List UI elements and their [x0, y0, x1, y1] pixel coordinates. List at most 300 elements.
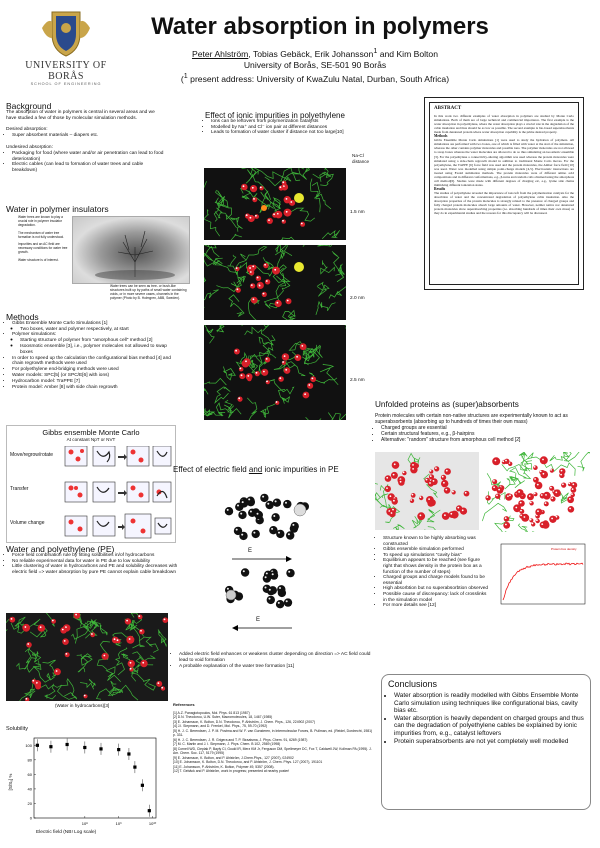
hydrogen-atom: [429, 482, 431, 484]
hydrogen-atom: [568, 483, 570, 485]
field-list: [173, 652, 373, 669]
water-molecule: [303, 392, 310, 399]
hydrogen-atom: [560, 474, 562, 476]
water-molecule: [441, 480, 448, 487]
y-tick-label: 100: [25, 742, 32, 748]
author-line: [150, 46, 480, 60]
references-heading: References: [173, 702, 195, 707]
water-molecule: [239, 532, 247, 540]
university-logo: [6, 8, 126, 86]
reference-item: [10] E. Johansson, K. Bolton, D.N. Theodorou, and P. Ahlström, J. Chem. Phys. 127 (2007), 191101: [173, 760, 323, 764]
protein-render-2: [482, 452, 590, 532]
water-molecule: [225, 507, 233, 515]
hydrogen-atom: [282, 181, 284, 183]
abstract-results-heading: Results: [434, 186, 446, 191]
hydrogen-atom: [400, 481, 402, 483]
hydrogen-atom: [412, 494, 414, 496]
polymer-chain: [312, 182, 331, 209]
ionic-list: [205, 119, 405, 136]
protein-render-1: [375, 452, 479, 530]
hydrogen-atom: [550, 469, 552, 471]
chart-xlabel: Electric field (NB! Log scale): [36, 830, 97, 835]
conclusions-list: [388, 692, 584, 745]
hydrogen-atom: [284, 355, 286, 357]
hydrogen-atom: [253, 198, 255, 200]
method-text: Polymer simulations:: [12, 332, 57, 338]
water-molecule: [272, 267, 280, 275]
reference-item: [12] T. Gebäck and P. Ahlström, work in progress; presented at nearby poster!: [173, 769, 290, 773]
hydrogen-atom: [435, 467, 437, 469]
hydrogen-atom: [410, 499, 412, 501]
insulator-notes: [18, 216, 68, 263]
affiliation: University of Borås, SE-501 90 Borås: [243, 59, 387, 70]
water-molecule: [249, 270, 254, 275]
list-item: • Electric cables (can lead to formation of water trees and cable breakdown): [12, 162, 166, 174]
field-notes: [173, 652, 373, 669]
water-molecule: [284, 598, 292, 606]
water-molecule: [549, 486, 554, 491]
reference-item: [5] H. J. C. Berendsen, J. P. M. Postma and W. F. van Gunsteren, in Intermolecular Forces, B. Pullman, ed. (Reidel, Dordrecht, 1981) p. 331.: [173, 728, 373, 737]
list-item: • High absorbtion but no superabsorbtion observed: [383, 586, 489, 592]
proteins-details-list: [377, 536, 489, 609]
university-name: UNIVERSITY OF BORÅS: [25, 60, 107, 82]
hydrogen-atom: [260, 187, 262, 189]
desired-label: Desired absorption:: [6, 127, 48, 133]
polymer-chain: [427, 509, 440, 522]
hydrogen-atom: [571, 493, 573, 495]
hydrogen-atom: [52, 620, 54, 622]
polymer-chain: [510, 473, 521, 488]
water-molecule: [550, 496, 555, 501]
footnote: ($^1$ present address: University of KwaZulu Natal, Durban, South Africa): [180, 71, 450, 84]
solubility-plot: [6, 734, 166, 830]
gibbs-section: [6, 425, 176, 543]
hydrogen-atom: [64, 640, 66, 642]
list-item: • Packaging for food (where water and/or air penetration can lead to food deterioration): [12, 151, 166, 163]
field-heading-pre: Effect of electric field: [173, 465, 249, 474]
presenting-author: Peter Ahlström: [191, 48, 249, 59]
hydrogen-atom: [551, 497, 553, 499]
water-molecule: [265, 501, 273, 509]
water-molecule: [260, 494, 268, 502]
solubility-chart: [6, 726, 166, 838]
water-molecule: [391, 472, 398, 479]
y-tick-label: 40: [27, 786, 32, 792]
y-tick-label: 60: [27, 771, 32, 777]
water-molecule: [504, 459, 509, 464]
chart-title: Solubility: [6, 726, 29, 732]
hydrogen-atom: [84, 695, 86, 697]
hydrogen-atom: [245, 360, 247, 362]
hydrogen-atom: [290, 201, 292, 203]
hydrogen-atom: [555, 492, 557, 494]
hydrogen-atom: [238, 397, 240, 399]
water-molecule: [307, 383, 313, 389]
data-point: [99, 747, 102, 750]
hydrogen-atom: [493, 480, 495, 482]
hydrogen-atom: [56, 670, 58, 672]
field-heading-and: and: [248, 465, 263, 474]
water-tree-icon: [73, 217, 189, 283]
hydrogen-atom: [288, 571, 290, 573]
hydrogen-atom: [403, 471, 405, 473]
water-molecule: [263, 263, 268, 268]
hydrogen-atom: [253, 298, 255, 300]
hydrogen-atom: [257, 513, 259, 515]
hydrogen-atom: [26, 698, 28, 700]
hydrogen-atom: [390, 495, 392, 497]
hydrogen-atom: [252, 187, 254, 189]
abstract-methods: Gibbs Ensemble Monte Carlo simulations [1] were used to study the hydration of polymers. All simulations are performed with two boxes, one of which is filled with water at the start of the simulation, whereas the other contains polymer molecules and possible ions. The polymer molecules are not allowed to swap boxes whereas the water molecules are allowed to do so thus simulating an isoosmotic ensemble [3]. For the polyethylene a connectivity-altering algorithm was used whereas the protein molecules were simulated using a side-chain regrowth model in addition to traditional Monte Carlo moves. For the polyethylene, the TraPPE [6] force field was used and the protein molecules, the Amber force field [10] was used. Water was modelled using simple point-charge models [4,5]. Electrostatic interactions are treated using Ewald summation methods. The protein molecules were of different amino acid compositions and in different conformations, e.g., β-turns and random coils obtained using the amorphous cell method[6]. Studies were made with different degrees of charging etc, e.g., lysine side chains mimicking different ionization states.: [434, 138, 574, 187]
water-molecule: [272, 212, 277, 217]
water-molecule: [419, 496, 423, 500]
gibbs-diagram: [63, 446, 173, 542]
water-molecule: [434, 466, 439, 471]
hydrogen-atom: [126, 620, 128, 622]
hydrogen-atom: [227, 509, 229, 511]
polymer-chain: [204, 290, 219, 302]
water-molecule: [495, 494, 500, 499]
list-item: • Equilibrium appears to be reached (see figure right that shows density in the protein box as a function of the number of steps): [383, 558, 489, 575]
hydrogen-atom: [278, 532, 280, 534]
hydrogen-atom: [269, 589, 271, 591]
hydrogen-atom: [412, 464, 414, 466]
water-molecule: [246, 373, 253, 380]
water-molecule: [32, 679, 37, 684]
hydrogen-atom: [537, 484, 539, 486]
water-molecule: [275, 300, 282, 307]
water-molecule: [282, 361, 286, 365]
hydrogen-atom: [265, 587, 267, 589]
polymer-chain: [204, 210, 220, 237]
hydrogen-atom: [250, 217, 252, 219]
polymer-chain: [281, 237, 300, 240]
abstract-results: The studies of polyethylene revealed the importance of ions left from the polymerization catalysts for the absorbtion of water and the concentrated degradation of polyethylene cable insulation. Also the absorption properties of the protein molecules is strongly related to the presence of charged groups and fully charged protein molecules absorb large amounts of water. However, neither native nor denatured protein molecules show superabsorbing properties (i.e. absorbing hundreds of times their own mass) as they do in experimental studies and the reasons for this discrepancy will be discussed.: [434, 190, 574, 216]
school-name: SCHOOL OF ENGINEERING: [30, 82, 102, 86]
mc-row-label: Move/regrow/rotate: [10, 452, 54, 458]
hydrogen-atom: [274, 269, 276, 271]
water-molecule: [516, 489, 523, 496]
polymer-chain: [204, 278, 206, 308]
list-item: • Water absorption is heavily dependent on charged groups and thus can the degradation of polyethylene cables be explained by ionic impurities from, e.g., catalyst leftovers: [394, 715, 584, 738]
water-molecule: [568, 506, 575, 513]
water-molecule: [492, 479, 497, 484]
density-chart: [493, 540, 589, 612]
water-molecule: [410, 499, 414, 503]
list-item: • Super absorbent materials – diapers etc.: [12, 133, 166, 139]
hydrogen-atom: [529, 495, 531, 497]
polymer-chain: [251, 168, 291, 181]
hydrogen-atom: [515, 507, 517, 509]
polymer-chain: [246, 168, 258, 183]
polymer-chain: [223, 367, 235, 380]
water-molecule: [241, 568, 249, 576]
hydrogen-atom: [25, 626, 27, 628]
water-molecule: [267, 596, 275, 604]
polymer-chain: [306, 417, 324, 420]
polymer-chain: [317, 282, 329, 296]
reference-item: [8] Cornell WD, Cieplak P, Bayly CI, Gould IR, Merz KM Jr, Ferguson DM, Spellmeyer DC, Fox T, Caldwell JW, Kollman PA (1995). J. Am. Chem. Soc. 117, 5179 (1995): [173, 746, 372, 755]
polymer-chain: [245, 327, 274, 345]
hydrogen-atom: [572, 488, 574, 490]
water-molecule: [163, 617, 169, 623]
ion-sodium: [261, 205, 267, 211]
water-molecule: [452, 490, 456, 494]
hydrogen-atom: [266, 573, 268, 575]
hydrogen-atom: [272, 573, 274, 575]
x-tick-label: 10⁸: [81, 821, 88, 826]
polymer-chain: [288, 208, 315, 221]
water-molecule: [553, 489, 561, 497]
water-molecule: [529, 501, 533, 505]
hydrogen-atom: [276, 401, 278, 403]
water-molecule: [265, 279, 270, 284]
y-tick-label: 0: [29, 815, 32, 821]
water-molecule: [535, 509, 542, 516]
distance-value: 1.5 nm: [350, 210, 365, 215]
md-snapshot-1: [204, 168, 346, 240]
water-molecule: [540, 456, 548, 464]
water-molecule: [392, 461, 400, 469]
polymer-chain: [393, 525, 404, 531]
distance-value: 2.0 nm: [350, 296, 365, 301]
polymer-chain: [16, 649, 36, 669]
water-molecule: [410, 466, 417, 473]
water-molecule: [533, 465, 538, 470]
polymer-chain: [283, 311, 296, 321]
field-heading-post: ionic impurities in PE: [262, 465, 339, 474]
hydrogen-atom: [541, 523, 543, 525]
hydrogen-atom: [237, 288, 239, 290]
undesired-label: Undesired absorption:: [6, 144, 53, 150]
hydrogen-atom: [140, 630, 142, 632]
water-molecule: [289, 200, 295, 206]
water-molecule: [385, 475, 392, 482]
cluster-render-1: [208, 492, 328, 542]
list-item: • To speed up simulations "cavity bias": [383, 553, 489, 559]
abstract-methods-heading: Methods: [434, 134, 448, 139]
abstract-box: [424, 97, 584, 290]
water-molecule: [402, 471, 406, 475]
abstract-body: In this work two different examples of water absorption in polymers are studied by Monte Carlo simulations. Both of them are of large technical and commercial importance. The first example is the water absorption in polyethylene, where the water absorption plays a crucial role in the degradation of the cable insulation and thus should be as low as possible. The second example is bio-based superabsorbents made from denatured protein where water absorption capability is the prime desired property.: [434, 114, 574, 135]
hydrogen-atom: [420, 496, 422, 498]
water-molecule: [251, 265, 256, 270]
crest-icon: [38, 8, 94, 58]
water-molecule: [429, 474, 434, 479]
footnote-text: present address: University of KwaZulu Natal, Durban, South Africa): [187, 73, 450, 84]
hydrogen-atom: [243, 185, 245, 187]
hydrogen-atom: [465, 492, 467, 494]
hydrogen-atom: [386, 477, 388, 479]
water-molecule: [519, 509, 524, 514]
gibbs-subheading: At constant NpT or NVT: [66, 437, 116, 442]
water-molecule: [62, 638, 69, 645]
hydrogen-atom: [288, 533, 290, 535]
water-molecule: [300, 343, 307, 350]
hydrogen-atom: [27, 643, 29, 645]
hydrogen-atom: [495, 460, 497, 462]
list-item: • A probable explanation of the water tree formation [11]: [179, 664, 373, 670]
hydrogen-atom: [509, 494, 511, 496]
author-footnote-mark: 1: [373, 47, 378, 55]
hydrogen-atom: [392, 509, 394, 511]
y-tick-label: 80: [27, 757, 32, 763]
water-molecule: [9, 617, 15, 623]
field-label: E: [248, 548, 253, 554]
list-item: [12, 385, 174, 391]
field-label: E: [256, 617, 261, 623]
water-molecule: [286, 531, 294, 539]
methods-section: [6, 312, 174, 390]
polymer-chain: [204, 408, 214, 416]
water-molecule: [254, 214, 259, 219]
hydrogen-atom: [235, 350, 237, 352]
hydrogen-atom: [164, 619, 166, 621]
water-molecule: [442, 512, 450, 520]
list-item: • Gibbs ensemble simulation performed: [383, 547, 489, 553]
hydrogen-atom: [253, 532, 255, 534]
water-molecule: [464, 491, 470, 497]
hydrogen-atom: [541, 494, 543, 496]
y-tick-label: 20: [27, 801, 32, 806]
polymer-chain: [139, 637, 158, 652]
polymer-chain: [268, 245, 280, 255]
hydrogen-atom: [249, 267, 251, 269]
hydrogen-atom: [277, 302, 279, 304]
water-molecule: [259, 186, 263, 190]
hydrogen-atom: [248, 498, 250, 500]
ionic-heading: Effect of ionic impurities in polyethylene: [205, 111, 345, 120]
hydrogen-atom: [273, 213, 275, 215]
water-molecule: [549, 516, 556, 523]
hydrogen-atom: [545, 494, 547, 496]
note: The mechanism of water tree formation is not fully understood.: [18, 230, 65, 239]
hydrogen-atom: [301, 345, 303, 347]
footnote-mark: 1: [183, 71, 188, 80]
hydrogen-atom: [534, 493, 536, 495]
list-item: ◦ Isoosmotic ensemble [3], i.e., polymer molecules not allowed to swap boxes: [20, 344, 174, 356]
hydrogen-atom: [130, 668, 132, 670]
water-molecule: [255, 371, 260, 376]
water-molecule: [161, 686, 165, 690]
polymer-chain: [81, 654, 92, 666]
undesired-list: [6, 151, 166, 174]
polymer-chain: [204, 245, 216, 248]
hydrogen-atom: [241, 374, 243, 376]
polymer-chain: [225, 234, 242, 240]
list-item: • Alternative: "random" structure from amorphous cell method [2]: [381, 437, 590, 443]
hydrogen-atom: [268, 219, 270, 221]
hydrogen-atom: [282, 361, 284, 363]
water-molecule: [527, 493, 534, 500]
hydrogen-atom: [445, 489, 447, 491]
water-molecule: [540, 522, 547, 529]
list-item: • Water absorption is readily modelled with Gibbs Ensemble Monte Carlo simulation using techniques like configurational bias, cavity bias etc.: [394, 692, 584, 715]
water-molecule: [262, 292, 267, 297]
water-molecule: [284, 209, 292, 217]
polymer-chain: [39, 684, 76, 700]
polymer-chain: [320, 168, 331, 182]
plot-frame: [501, 544, 585, 604]
list-item: ◦ Two boxes, water and polymer respectively, at start: [20, 327, 174, 333]
hydrogen-atom: [262, 496, 264, 498]
hydrogen-atom: [278, 602, 280, 604]
water-molecule: [282, 219, 286, 223]
hydrogen-atom: [32, 680, 34, 682]
chart-ylabel: [S/S₀] %: [8, 773, 13, 791]
polymer-chain: [280, 245, 291, 255]
water-molecule: [391, 508, 396, 513]
ion-sodium: [226, 590, 236, 600]
water-molecule: [252, 530, 260, 538]
data-point: [36, 744, 39, 747]
water-molecule: [116, 639, 121, 644]
list-item: • Charged groups and charge models found to be essential: [383, 575, 489, 586]
polymer-chain: [255, 325, 269, 331]
data-point: [49, 745, 52, 748]
proteins-details: [377, 536, 489, 609]
water-molecule: [243, 358, 251, 366]
hydrogen-atom: [275, 500, 277, 502]
hydrogen-atom: [158, 682, 160, 684]
water-molecule: [284, 367, 291, 374]
method-text: Protein model: Amber [8] with side chain regrowth: [12, 384, 118, 390]
hydrogen-atom: [267, 503, 269, 505]
list-item: • Certain structural features, e.g., β-hairpins: [381, 431, 590, 437]
polymer-chain: [204, 177, 207, 189]
x-tick-label: 10¹⁰: [148, 821, 157, 826]
polymer-chain: [320, 364, 338, 385]
hydrogen-atom: [561, 470, 563, 472]
hydrogen-atom: [250, 271, 252, 273]
hydrogen-atom: [444, 514, 446, 516]
hydrogen-atom: [386, 487, 388, 489]
molecule-render-icon: [6, 613, 168, 701]
hydrogen-atom: [256, 372, 258, 374]
method-text: In order to speed up the calculation the configurational bias method [4] and chain regrowth methods were used: [12, 355, 171, 367]
water-molecule: [125, 618, 131, 624]
conclusions-box: [381, 674, 591, 810]
polymer-chain: [6, 618, 9, 637]
water-molecule: [286, 298, 292, 304]
water-molecule: [411, 493, 416, 498]
hydrogen-atom: [11, 618, 13, 620]
hydrogen-atom: [520, 502, 522, 504]
water-molecule: [426, 496, 434, 504]
field-heading: [173, 465, 373, 474]
method-text: Water models: SPC[5] (or SPC/E[6] with ions): [12, 372, 110, 378]
hydrogen-atom: [285, 502, 287, 504]
hydrogen-atom: [505, 524, 507, 526]
hydrogen-atom: [426, 479, 428, 481]
insulators-section: [6, 204, 196, 300]
water-molecule: [239, 367, 244, 372]
note: Impurities and an AC field are necessary conditions for water tree growth.: [18, 242, 68, 255]
polymer-chain: [313, 173, 334, 186]
background-heading: Background: [6, 101, 52, 111]
water-molecule: [544, 501, 549, 506]
list-item: • Ions can be leftovers from polymerization catalysts: [211, 119, 405, 125]
hydrogen-atom: [308, 384, 310, 386]
hydrogen-atom: [542, 459, 544, 461]
water-molecule: [234, 349, 240, 355]
hydrogen-atom: [393, 500, 395, 502]
hydrogen-atom: [266, 280, 268, 282]
polymer-chain: [224, 405, 241, 418]
water-molecule: [54, 668, 61, 675]
hydrogen-atom: [498, 489, 500, 491]
reference-item: [3] E. Johansson, K. Bolton, D.N. Theodorou, P. Ahlström, J. Chem. Phys., 126, 224902 (2007): [173, 719, 315, 724]
